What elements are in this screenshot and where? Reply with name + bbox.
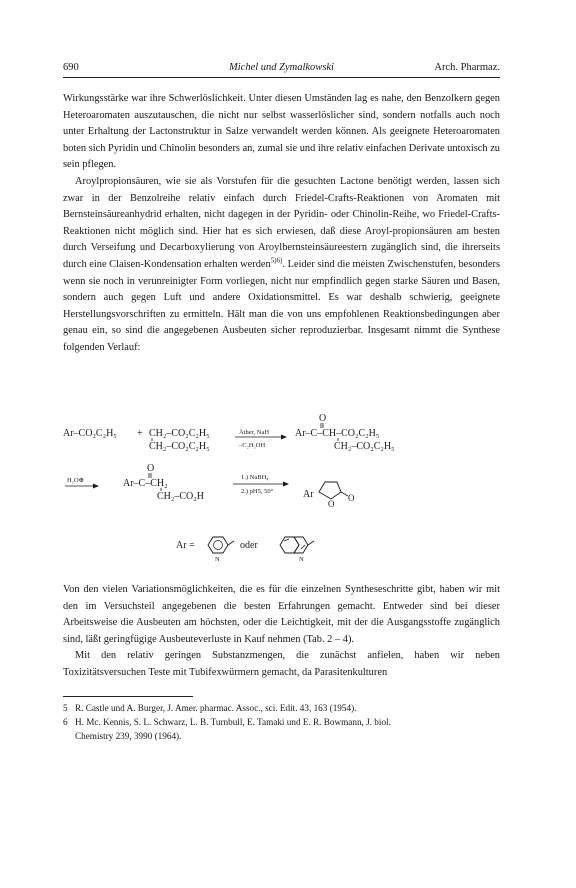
aryl-definition: Ar = (176, 540, 195, 551)
footnotes (63, 702, 500, 743)
arrow-2-head (93, 484, 99, 489)
arrow-1-head (281, 435, 287, 440)
header-rule (63, 77, 500, 78)
pyridine-ring (208, 537, 228, 553)
condition-1-bottom: –C₂H₅OH (239, 442, 266, 449)
running-header (63, 62, 500, 76)
footnote-6-continuation: Chemistry 239, 3990 (1964). (75, 730, 182, 741)
condition-3-bottom: 2.) pH5, 50° (241, 488, 274, 495)
footnote-text: R. Castle und A. Burger, J. Amer. pharmac. Assoc., sci. Edit. 43, 163 (1954). (75, 703, 357, 713)
reactant-ester: Ar–CO₂C₂H₅ (63, 428, 117, 439)
paragraph-2-part-a: Aroylpropionsäuren, wie sie als Vorstufen für die gesuchten Lactone benötigt werden, lassen sich zwar in der Benzolreihe relativ einfach durch Friedel-Crafts-Reaktionen von Aromaten mit Bernsteinsäureanhydrid erhalten, nicht dagegen in der Pyridin- oder Chinolin-Reihe, wo Friedel-Crafts-Reaktionen nicht möglich sind. Hier hat es sich erwiesen, daß diese Aroyl-propionsäuren am besten durch Verseifung und Decarboxylierung von Aroylbernsteinsäureestern zugänglich sind, die ihrerseits durch eine Claisen-Kondensation erhalten werden (63, 175, 500, 270)
plus-sign: + (137, 428, 143, 439)
quinoline-substituent-bond (308, 541, 314, 545)
product-2-oxygen: O (147, 463, 155, 474)
lactone-ring-oxygen: O (328, 499, 335, 509)
footnote-reference: 5)6) (270, 256, 283, 265)
product-2-bottom: CH₂–CO₂H (157, 491, 204, 502)
product-1-bottom: CH₂–CO₂C₂H₅ (334, 441, 395, 452)
quinoline-pyridine-ring (294, 537, 308, 553)
or-word: oder (240, 540, 258, 551)
quinoline-benzo-ring (280, 537, 299, 553)
arrow-3-head (283, 482, 289, 487)
quinoline-inner-bond-b (301, 545, 305, 549)
footnote-6 (63, 716, 500, 730)
footnote-text: H. Mc. Kennis, S. L. Schwarz, L. B. Turnbull, E. Tamaki und E. R. Bowmann, J. biol. (75, 716, 391, 727)
paragraph-1: Wirkungsstärke war ihre Schwerlöslichkeit. Unter diesen Umständen lag es nahe, den Benzolkern gegen Heteroaromaten auszutauschen, die nicht nur selbst wasserlöslicher sind, sondern notfalls auch noch unter Erhaltung der Lactonstruktur in Salze verwandelt werden können. Als geeignete Heteroaromaten boten sich Pyridin und Chinolin besonders an, zumal sie und ihre relativ einfachen Derivate untoxisch zu sein pflegen. (63, 93, 500, 171)
pyridine-substituent-bond (228, 541, 234, 545)
page-number: 690 (63, 62, 79, 73)
lactone-ring (319, 482, 341, 499)
footnote-5 (63, 702, 500, 716)
reactant-succinate-top: CH₂–CO₂C₂H₅ (149, 428, 210, 439)
paragraph-2 (63, 174, 500, 357)
reaction-scheme (63, 412, 500, 577)
lactone-exo-oxygen: O (348, 493, 355, 503)
quinoline-inner-bond-a (284, 539, 289, 541)
reactant-succinate-bottom: CH₂–CO₂C₂H₅ (149, 441, 210, 452)
paragraph-3: Von den vielen Variationsmöglichkeiten, die es für die einzelnen Syntheseschritte gibt, haben wir mit den im Versuchsteil angegebenen die besten Erfahrungen gemacht. Entweder sind bei dieser Arbeitsweise die Ausbeuten am höchsten, oder die Leichtigkeit, mit der die Ausgangsstoffe zugänglich sind, läßt geringfügige Ausbeuteverluste in Kauf nehmen (Tab. 2 – 4). (63, 584, 500, 645)
body-text-top (63, 91, 500, 357)
journal-name: Arch. Pharmaz. (434, 62, 500, 73)
product-1-oxygen: O (319, 413, 327, 424)
condition-3-top: 1.) NaBH₄ (241, 474, 269, 481)
running-title: Michel und Zymalkowski (229, 62, 334, 73)
lactone-carbonyl-bond (341, 492, 348, 496)
quinoline-nitrogen: N (299, 556, 304, 563)
pyridine-nitrogen: N (215, 556, 220, 563)
pyridine-aromatic-circle (214, 541, 223, 550)
footnote-number: 5 (63, 703, 68, 713)
condition-1-top: Äther, NaH (239, 429, 270, 436)
paragraph-2-part-b: . Leider sind die meisten Zwischenstufen, besonders wenn sie noch in verunreinigter Form vorliegen, nicht nur empfindlich gegen starke Säuren und Basen, sondern auch gegen Luft und andere Oxidationsmittel. Es war deshalb schwierig, geeignete Herstellungsvorschriften zu ermitteln. Hält man die von uns empfohlenen Reaktionsbedingungen aber genau ein, so sind die angegebenen Ausbeuten sicher reproduzierbar. Insgesamt nimmt die Synthese folgenden Verlauf: (63, 258, 500, 353)
lactone-aryl: Ar (303, 489, 314, 500)
condition-2: H₂O⊕ (67, 477, 85, 484)
product-1-top: Ar–C–CH–CO₂C₂H₅ (295, 428, 380, 439)
paragraph-4: Mit den relativ geringen Substanzmengen, die zunächst anfielen, haben wir neben Toxizitätsversuchen Teste mit Tubifexwürmern gemacht, da Parasitenkulturen (63, 650, 500, 678)
product-2-top: Ar–C–CH₂ (123, 478, 168, 489)
body-text-bottom (63, 582, 500, 682)
footnote-rule (63, 696, 193, 697)
footnote-number: 6 (63, 716, 68, 727)
